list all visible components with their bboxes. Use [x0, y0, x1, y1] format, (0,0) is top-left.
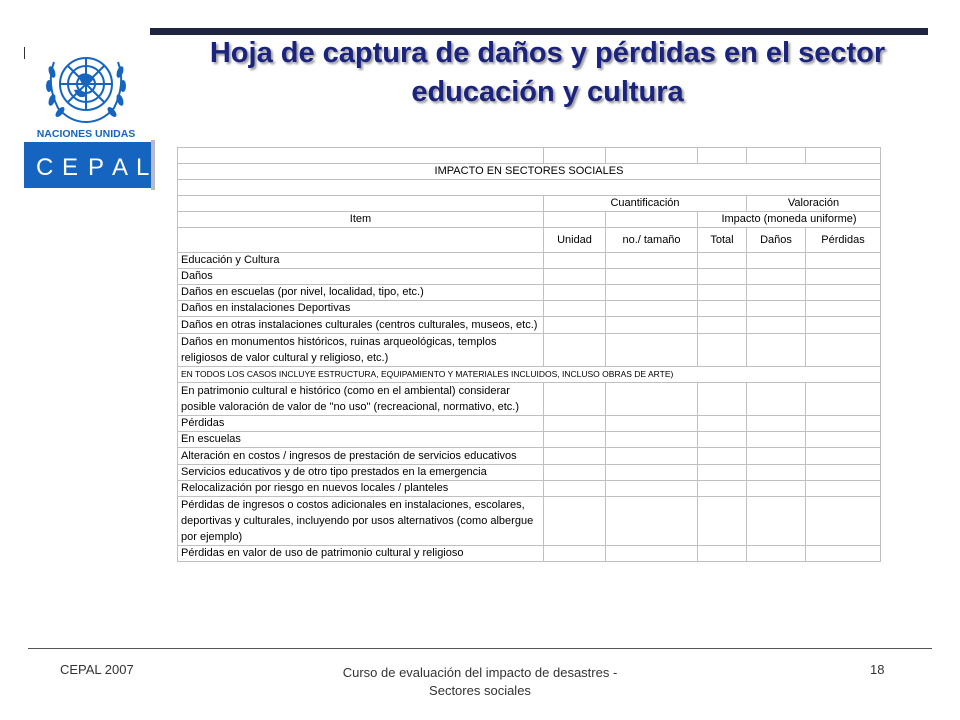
header-impacto: Impacto (moneda uniforme): [698, 212, 881, 228]
table-row: [178, 497, 881, 546]
table-row: [178, 196, 881, 212]
logo-letter: A: [112, 154, 129, 181]
row-label: Daños en otras instalaciones culturales (centros culturales, museos, etc.): [178, 317, 544, 334]
slide-title: Hoja de captura de daños y pérdidas en el sector educación y cultura: [209, 37, 886, 108]
footer-course-title: Curso de evaluación del impacto de desastres - Sectores sociales: [342, 665, 618, 698]
table-row: [178, 180, 881, 196]
header-valoracion: Valoración: [747, 196, 881, 212]
row-label: Pérdidas de ingresos o costos adicionales en instalaciones, escolares, deportivas y culturales, incluyendo por usos alternativos (como albergue por ejemplo): [178, 497, 544, 546]
logo-letter: P: [88, 154, 105, 181]
col-danos: Daños: [747, 228, 806, 253]
row-label: Alteración en costos / ingresos de prestación de servicios educativos: [178, 448, 544, 465]
col-perdidas: Pérdidas: [806, 228, 881, 253]
col-total: Total: [698, 228, 747, 253]
row-label: Daños en instalaciones Deportivas: [178, 301, 544, 317]
row-label: Servicios educativos y de otro tipo prestados en la emergencia: [178, 465, 544, 481]
logo-letter: C: [36, 154, 54, 181]
logo-shadow: [151, 140, 155, 190]
table-row: [178, 465, 881, 481]
row-label: Pérdidas: [178, 416, 544, 432]
footer-org-year: CEPAL 2007: [60, 662, 134, 677]
row-label: En escuelas: [178, 432, 544, 448]
table-row: [178, 383, 881, 416]
row-label: Daños en escuelas (por nivel, localidad, tipo, etc.): [178, 285, 544, 301]
table-row: [178, 334, 881, 367]
row-label: Relocalización por riesgo en nuevos locales / planteles: [178, 481, 544, 497]
col-unidad: Unidad: [544, 228, 606, 253]
row-label: En patrimonio cultural e histórico (como en el ambiental) considerar posible valoración de valor de "no uso" (recreacional, normativo, etc.): [178, 383, 544, 416]
table-row: [178, 432, 881, 448]
table-row: [178, 546, 881, 562]
row-label: Educación y Cultura: [178, 253, 544, 269]
table-row: [178, 481, 881, 497]
table-row: [178, 253, 881, 269]
col-numero-tamano: no./ tamaño: [606, 228, 698, 253]
table-row: [178, 301, 881, 317]
footer-divider: [28, 648, 932, 649]
table-row: [178, 317, 881, 334]
logo-letter: L: [136, 154, 150, 181]
table-row: [178, 228, 881, 253]
table-row: [178, 212, 881, 228]
table-row: [178, 367, 881, 383]
row-note: EN TODOS LOS CASOS INCLUYE ESTRUCTURA, EQUIPAMIENTO Y MATERIALES INCLUIDOS, INCLUSO OBRAS DE ARTE): [178, 367, 881, 383]
damage-capture-sheet: [177, 147, 881, 562]
row-label: Pérdidas en valor de uso de patrimonio cultural y religioso: [178, 546, 544, 562]
page-number: 18: [870, 662, 885, 677]
table-row: [178, 269, 881, 285]
table-row: [178, 416, 881, 432]
header-cuantificacion: Cuantificación: [544, 196, 747, 212]
row-label: Daños: [178, 269, 544, 285]
table-row: [178, 164, 881, 180]
sheet-heading: IMPACTO EN SECTORES SOCIALES: [178, 164, 881, 180]
table-row: [178, 285, 881, 301]
header-item: Item: [178, 212, 544, 228]
table-row: [178, 148, 881, 164]
un-emblem-icon: [24, 42, 154, 190]
logo-letter: E: [62, 154, 79, 181]
row-label: Daños en monumentos históricos, ruinas arqueológicas, templos religiosos de valor cultural y religioso, etc.): [178, 334, 544, 367]
cepal-logo: [24, 42, 154, 190]
logo-top-text: NACIONES UNIDAS: [36, 128, 136, 140]
table-row: [178, 448, 881, 465]
